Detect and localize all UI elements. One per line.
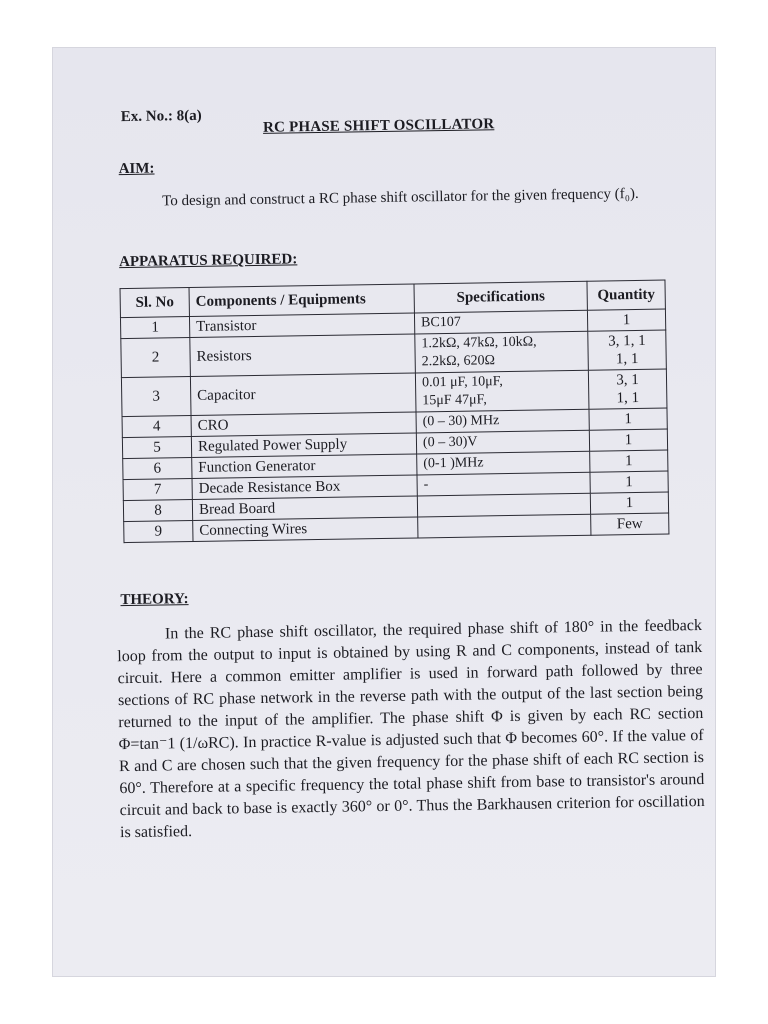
- cell-specification: [418, 514, 591, 538]
- quantity-line: 1, 1: [615, 350, 639, 368]
- cell-specification: [416, 409, 589, 433]
- cell-sl-no: 5: [122, 437, 191, 459]
- document-page: [53, 48, 715, 976]
- exercise-number: Ex. No.: 8(a): [120, 107, 202, 126]
- spec-line: (0 – 30)V: [422, 434, 478, 451]
- cell-component: Regulated Power Supply: [191, 433, 416, 458]
- cell-specification: [414, 310, 587, 334]
- cell-component: Resistors: [190, 334, 416, 377]
- page-content: [46, 43, 722, 981]
- column-header-specifications: Specifications: [414, 281, 587, 313]
- spec-line: (0-1 )MHz: [423, 455, 484, 472]
- cell-sl-no: 1: [120, 317, 189, 339]
- cell-specification: [415, 370, 589, 412]
- cell-sl-no: 8: [123, 499, 192, 521]
- cell-component: Bread Board: [192, 496, 417, 521]
- quantity-line: 1: [624, 432, 633, 449]
- quantity-line: Few: [616, 515, 643, 533]
- quantity-line: 1: [625, 474, 633, 491]
- cell-component: Function Generator: [192, 454, 417, 479]
- cell-quantity: [589, 429, 667, 451]
- apparatus-table: [120, 280, 670, 544]
- cell-quantity: [590, 450, 668, 472]
- spec-line: BC107: [420, 314, 461, 331]
- quantity-line: 1: [624, 411, 633, 428]
- cell-specification: [415, 331, 589, 373]
- theory-paragraph: In the RC phase shift oscillator, the required phase shift of 180° in the feedback loop from the output to input is obtained by using R and C components, instead of tank circuit. Here a common emitter amplifier is used in forward path followed by three sections of RC phase network in the reverse path with the output of the last section being returned to the input of the amplifier. The phase shift Φ is given by each RC section Φ=tan⁻1 (1/ωRC). In practice R-value is adjusted such that Φ becomes 60°. If the value of R and C are chosen such that the given frequency for the phase shift of each RC section is 60°. Therefore at a specific frequency the total phase shift from base to transistor's around circuit and back to base is exactly 360° or 0°. Thus the Barkhausen criterion for oscillation is satisfied.: [117, 617, 705, 842]
- cell-specification: [417, 493, 590, 517]
- aim-text: To design and construct a RC phase shift oscillator for the given frequency (f₀).: [162, 185, 639, 210]
- spec-line: 1.2kΩ, 47kΩ, 10kΩ,: [421, 334, 537, 352]
- cell-component: Capacitor: [190, 373, 416, 416]
- aim-heading: AIM:: [118, 160, 155, 178]
- cell-sl-no: 6: [123, 457, 192, 479]
- cell-specification: [417, 472, 590, 496]
- cell-component: Transistor: [189, 313, 414, 338]
- cell-quantity: [590, 492, 668, 514]
- column-header-sl-no: Sl. No: [120, 288, 189, 318]
- column-header-components: Components / Equipments: [189, 284, 414, 317]
- cell-component: CRO: [191, 412, 416, 437]
- cell-quantity: [587, 309, 665, 331]
- cell-specification: [416, 430, 589, 454]
- spec-line: (0 – 30) MHz: [422, 413, 500, 430]
- cell-quantity: [591, 513, 669, 535]
- quantity-line: 1: [622, 312, 631, 329]
- cell-component: Decade Resistance Box: [192, 475, 417, 500]
- spec-line: 2.2kΩ, 620Ω: [421, 353, 496, 370]
- column-header-quantity: Quantity: [587, 280, 665, 310]
- apparatus-heading: APPARATUS REQUIRED:: [118, 251, 298, 271]
- cell-sl-no: 9: [124, 520, 193, 542]
- quantity-line: 1: [625, 495, 634, 512]
- quantity-line: 1, 1: [616, 389, 640, 407]
- cell-quantity: [588, 369, 667, 409]
- quantity-line: 1: [624, 453, 633, 470]
- cell-quantity: [588, 330, 667, 370]
- cell-sl-no: 3: [121, 377, 191, 417]
- cell-sl-no: 2: [121, 338, 191, 378]
- apparatus-table-body: [120, 309, 668, 543]
- cell-quantity: [589, 408, 667, 430]
- quantity-line: 3, 1: [616, 371, 639, 389]
- page-title: RC PHASE SHIFT OSCILLATOR: [262, 116, 495, 136]
- cell-component: Connecting Wires: [193, 517, 418, 542]
- quantity-line: 3, 1, 1: [608, 332, 646, 350]
- spec-line: 15μF 47μF,: [422, 392, 487, 409]
- cell-sl-no: 7: [123, 478, 192, 500]
- theory-heading: THEORY:: [120, 591, 189, 609]
- cell-quantity: [590, 471, 668, 493]
- spec-line: 0.01 μF, 10μF,: [421, 374, 503, 391]
- spec-line: -: [423, 477, 429, 493]
- cell-specification: [417, 451, 590, 475]
- cell-sl-no: 4: [122, 416, 191, 438]
